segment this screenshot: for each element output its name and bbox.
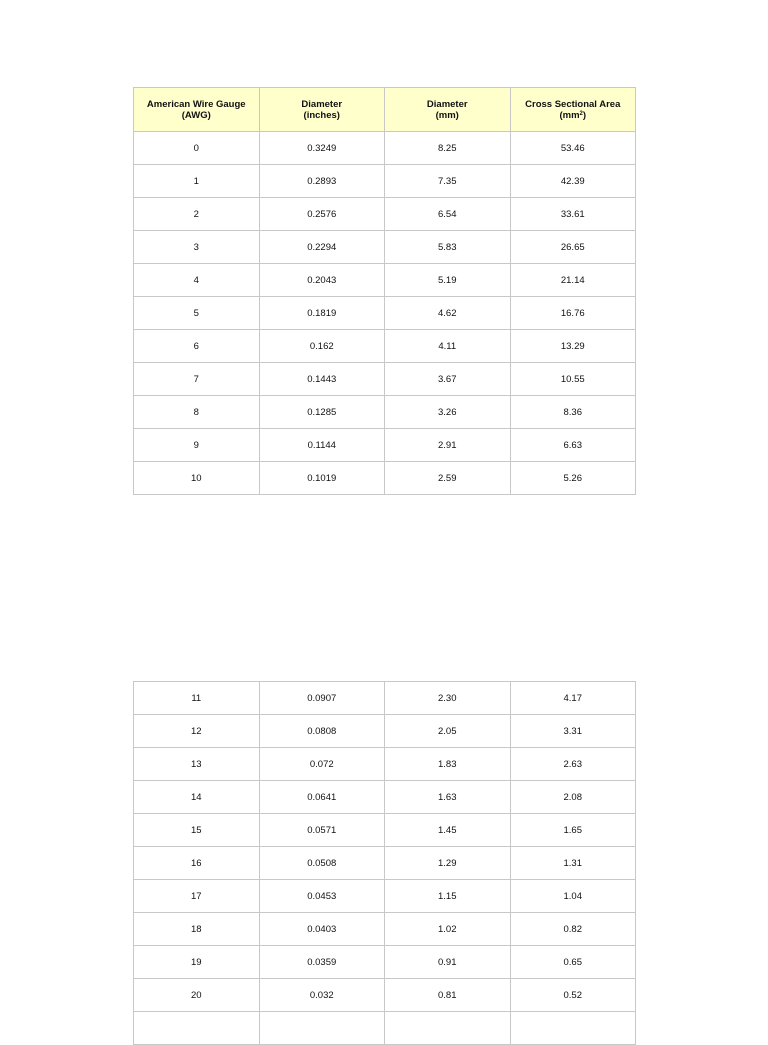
cell-diameter-mm: 1.29 [385, 847, 511, 880]
table-row [134, 946, 636, 979]
cell-awg: 15 [134, 814, 260, 847]
cell-awg: 2 [134, 198, 260, 231]
cell-diameter-inches: 0.2893 [259, 165, 385, 198]
cell-area-mm2: 4.17 [510, 682, 636, 715]
cell-awg: 8 [134, 396, 260, 429]
header-area-line2 [513, 110, 634, 121]
header-awg-line2: (AWG) [181, 109, 211, 121]
header-diameter-mm-line1: Diameter [426, 98, 468, 110]
cell-area-mm2: 16.76 [510, 297, 636, 330]
table-row [134, 462, 636, 495]
cell-diameter-mm: 1.15 [385, 880, 511, 913]
table-row [134, 748, 636, 781]
table-row [134, 330, 636, 363]
cell-awg: 17 [134, 880, 260, 913]
header-cross-sectional-area [510, 88, 636, 132]
cell-area-mm2: 1.04 [510, 880, 636, 913]
cell-awg: 3 [134, 231, 260, 264]
table-row [134, 264, 636, 297]
cell-diameter-inches: 0.0571 [259, 814, 385, 847]
cell-awg: 14 [134, 781, 260, 814]
cell-diameter-mm: 2.30 [385, 682, 511, 715]
header-area-line1: Cross Sectional Area [525, 98, 621, 110]
cell-diameter-inches: 0.0359 [259, 946, 385, 979]
cell-area-mm2: 2.63 [510, 748, 636, 781]
cell-diameter-mm: 2.91 [385, 429, 511, 462]
table-row [134, 781, 636, 814]
table-row [134, 198, 636, 231]
header-diameter-mm-line2: (mm) [435, 109, 459, 121]
cell-diameter-mm: 5.19 [385, 264, 511, 297]
cell-diameter-mm: 3.26 [385, 396, 511, 429]
cell-diameter-mm: 4.11 [385, 330, 511, 363]
table-row [134, 979, 636, 1012]
cell-awg: 0 [134, 132, 260, 165]
cell-diameter-inches: 0.2294 [259, 231, 385, 264]
cell-diameter-inches: 0.1819 [259, 297, 385, 330]
cell-diameter-mm: 4.62 [385, 297, 511, 330]
cell-diameter-mm: 0.91 [385, 946, 511, 979]
header-awg-line1: American Wire Gauge [146, 98, 246, 110]
cell-area-mm2: 26.65 [510, 231, 636, 264]
cell-awg: 5 [134, 297, 260, 330]
cell-area-mm2: 33.61 [510, 198, 636, 231]
cell-area-mm2: 0.65 [510, 946, 636, 979]
cell-diameter-mm: 1.63 [385, 781, 511, 814]
cell-area-mm2: 6.63 [510, 429, 636, 462]
cell-area-mm2 [510, 1012, 636, 1045]
cell-diameter-mm: 8.25 [385, 132, 511, 165]
cell-area-mm2: 0.82 [510, 913, 636, 946]
awg-table-page-1 [133, 87, 636, 495]
cell-diameter-mm: 5.83 [385, 231, 511, 264]
table-body-page-1 [134, 132, 636, 495]
cell-area-mm2: 2.08 [510, 781, 636, 814]
header-area-unit: (mm [559, 109, 580, 121]
cell-diameter-inches: 0.0508 [259, 847, 385, 880]
cell-area-mm2: 5.26 [510, 462, 636, 495]
cell-awg: 10 [134, 462, 260, 495]
cell-awg: 19 [134, 946, 260, 979]
cell-area-mm2: 10.55 [510, 363, 636, 396]
cell-diameter-inches: 0.1019 [259, 462, 385, 495]
table-row [134, 396, 636, 429]
cell-awg: 13 [134, 748, 260, 781]
table-row [134, 682, 636, 715]
cell-diameter-inches: 0.0403 [259, 913, 385, 946]
awg-table-page-2 [133, 681, 636, 1045]
table-row [134, 880, 636, 913]
cell-diameter-inches: 0.0808 [259, 715, 385, 748]
cell-awg [134, 1012, 260, 1045]
table-row [134, 297, 636, 330]
table-row [134, 913, 636, 946]
cell-diameter-inches: 0.3249 [259, 132, 385, 165]
table-header [134, 88, 636, 132]
cell-diameter-mm: 0.81 [385, 979, 511, 1012]
cell-diameter-mm: 1.83 [385, 748, 511, 781]
header-diameter-inches-line1: Diameter [301, 98, 343, 110]
cell-awg: 11 [134, 682, 260, 715]
cell-diameter-inches: 0.1443 [259, 363, 385, 396]
cell-awg: 16 [134, 847, 260, 880]
table-row [134, 132, 636, 165]
cell-awg: 7 [134, 363, 260, 396]
cell-awg: 4 [134, 264, 260, 297]
cell-awg: 1 [134, 165, 260, 198]
cell-awg: 20 [134, 979, 260, 1012]
cell-area-mm2: 42.39 [510, 165, 636, 198]
cell-awg: 18 [134, 913, 260, 946]
cell-area-mm2: 0.52 [510, 979, 636, 1012]
cell-diameter-mm: 2.59 [385, 462, 511, 495]
header-diameter-inches-line2: (inches) [303, 109, 340, 121]
table-row [134, 363, 636, 396]
header-row [134, 88, 636, 132]
table-row [134, 715, 636, 748]
cell-area-mm2: 1.31 [510, 847, 636, 880]
table-row [134, 1012, 636, 1045]
cell-diameter-inches: 0.072 [259, 748, 385, 781]
cell-diameter-inches: 0.032 [259, 979, 385, 1012]
table-row [134, 165, 636, 198]
cell-area-mm2: 8.36 [510, 396, 636, 429]
cell-awg: 9 [134, 429, 260, 462]
table-row [134, 429, 636, 462]
table-row [134, 847, 636, 880]
cell-diameter-inches: 0.1144 [259, 429, 385, 462]
cell-awg: 12 [134, 715, 260, 748]
cell-diameter-mm: 1.02 [385, 913, 511, 946]
header-area-unit-superscript: 2 [579, 110, 583, 117]
cell-diameter-inches: 0.2576 [259, 198, 385, 231]
cell-area-mm2: 3.31 [510, 715, 636, 748]
cell-diameter-mm: 3.67 [385, 363, 511, 396]
header-diameter-mm [385, 88, 511, 132]
cell-diameter-inches: 0.0641 [259, 781, 385, 814]
cell-diameter-mm [385, 1012, 511, 1045]
cell-diameter-inches: 0.2043 [259, 264, 385, 297]
cell-area-mm2: 21.14 [510, 264, 636, 297]
table-body-page-2 [134, 682, 636, 1045]
cell-diameter-mm: 6.54 [385, 198, 511, 231]
cell-diameter-inches: 0.1285 [259, 396, 385, 429]
cell-diameter-inches [259, 1012, 385, 1045]
cell-area-mm2: 53.46 [510, 132, 636, 165]
cell-diameter-inches: 0.0453 [259, 880, 385, 913]
header-area-unit-close: ) [582, 109, 587, 121]
header-diameter-inches [259, 88, 385, 132]
cell-diameter-mm: 2.05 [385, 715, 511, 748]
cell-diameter-inches: 0.0907 [259, 682, 385, 715]
cell-awg: 6 [134, 330, 260, 363]
table-row [134, 814, 636, 847]
table-row [134, 231, 636, 264]
cell-area-mm2: 1.65 [510, 814, 636, 847]
cell-diameter-inches: 0.162 [259, 330, 385, 363]
cell-area-mm2: 13.29 [510, 330, 636, 363]
header-awg [134, 88, 260, 132]
cell-diameter-mm: 1.45 [385, 814, 511, 847]
cell-diameter-mm: 7.35 [385, 165, 511, 198]
